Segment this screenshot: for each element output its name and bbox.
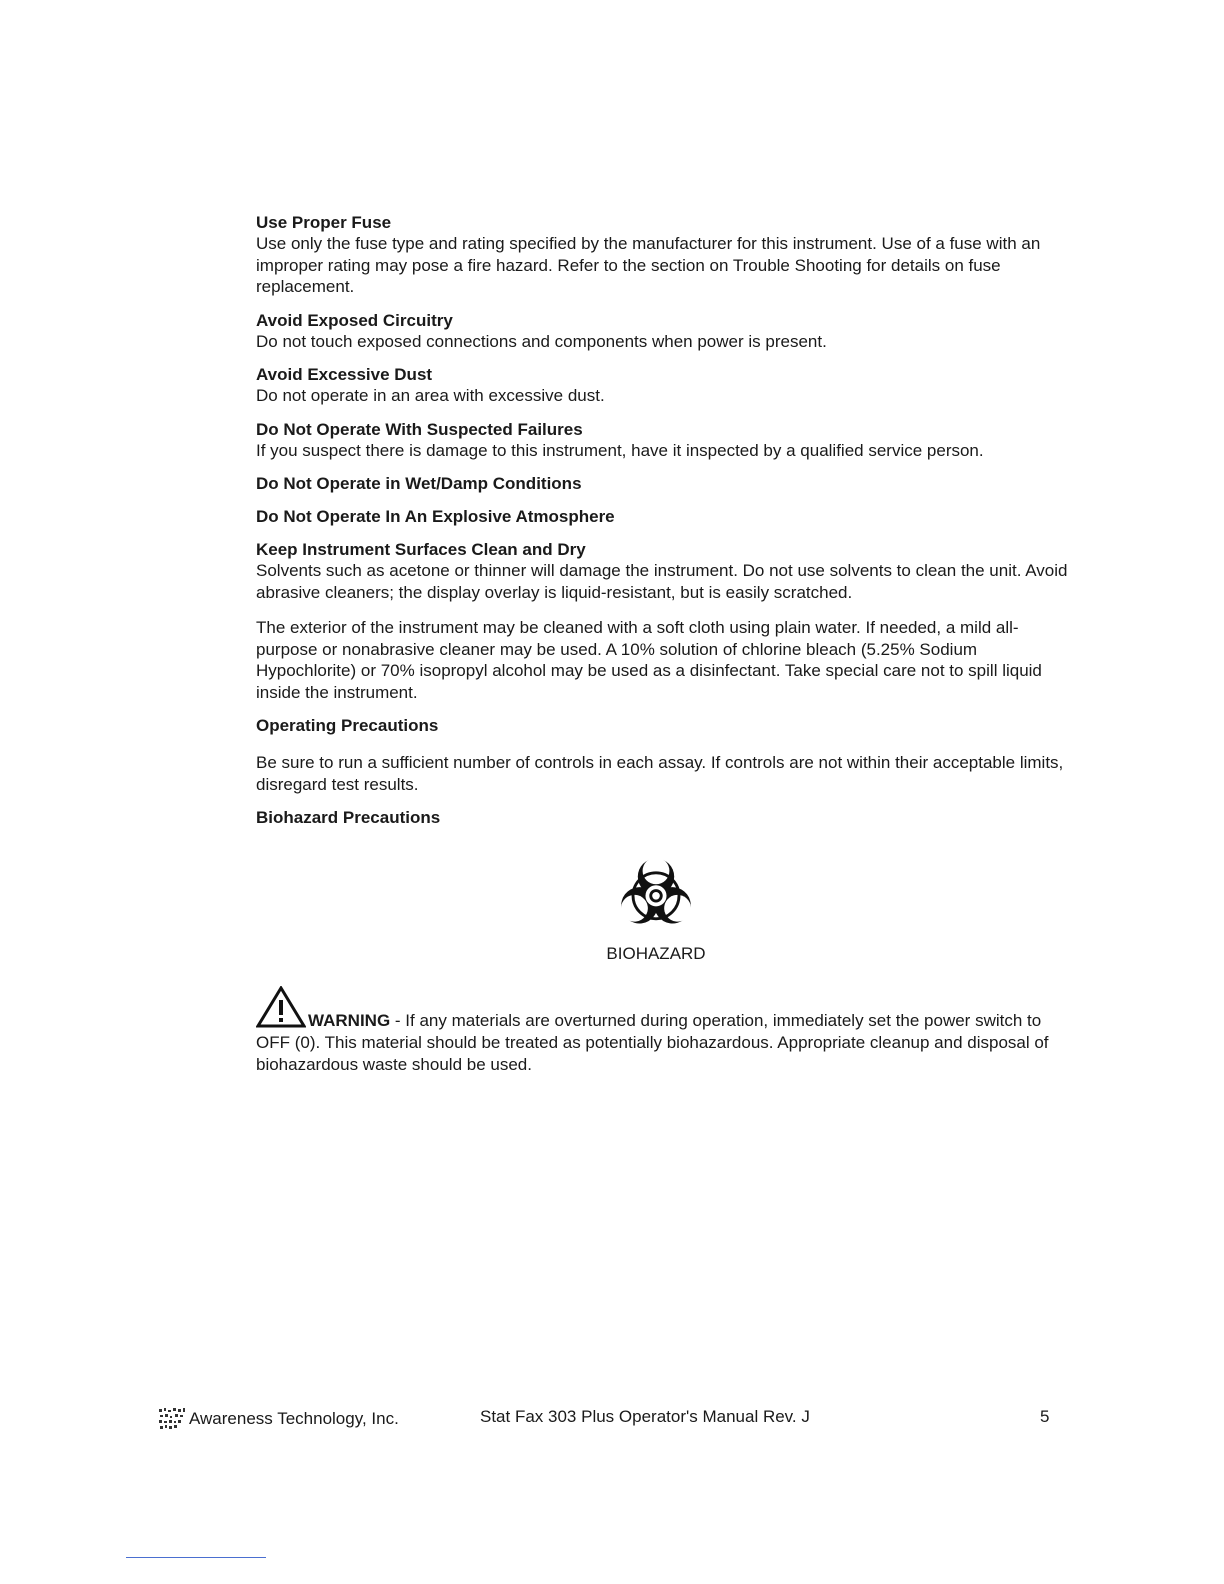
section-heading: Avoid Exposed Circuitry — [256, 310, 453, 330]
warning-text: - If any materials are overturned during operation, immediately set the power switch to OFF (0). This material should be treated as potentially biohazardous. Appropriate cleanup and disposal of biohazardous waste should be used. — [256, 1011, 1049, 1074]
section-paragraph: Do not touch exposed connections and components when power is present. — [256, 331, 827, 351]
footer-company-name: Awareness Technology, Inc. — [189, 1409, 399, 1428]
section-heading: Do Not Operate With Suspected Failures — [256, 419, 583, 439]
safety-section — [256, 212, 1076, 298]
safety-section — [256, 310, 1076, 353]
safety-section — [256, 539, 1076, 703]
footer-page-number: 5 — [1040, 1407, 1050, 1426]
safety-sections — [256, 212, 1076, 828]
footer-company — [158, 1407, 399, 1431]
section-paragraph: The exterior of the instrument may be cleaned with a soft cloth using plain water. If needed, a mild all-purpose or nonabrasive cleaner may be used. A 10% solution of chlorine bleach (5.25% Sodium Hypochlorite) or 70% isopropyl alcohol may be used as a disinfectant. Take special care not to spill liquid inside the instrument. — [256, 618, 1042, 702]
section-paragraph: Solvents such as acetone or thinner will damage the instrument. Do not use solvents to clean the unit. Avoid abrasive cleaners; the display overlay is liquid-resistant, but is easily scratched. — [256, 561, 1068, 602]
warning-notice — [256, 986, 1076, 1076]
section-heading: Avoid Excessive Dust — [256, 365, 433, 384]
section-paragraph: Be sure to run a sufficient number of controls in each assay. If controls are not within their acceptable limits, disregard test results. — [256, 753, 1064, 794]
section-spacer — [256, 736, 1076, 752]
section-paragraph: If you suspect there is damage to this instrument, have it inspected by a qualified service person. — [256, 440, 984, 460]
section-heading: Operating Precautions — [256, 716, 439, 735]
safety-section — [256, 419, 1076, 462]
section-paragraph: Use only the fuse type and rating specified by the manufacturer for this instrument. Use of a fuse with an improper rating may pose a fire hazard. Refer to the section on Trouble Shooting for details on fuse replacement. — [256, 234, 1041, 296]
safety-section — [256, 364, 1076, 407]
footer-manual-title: Stat Fax 303 Plus Operator's Manual Rev. J — [480, 1407, 810, 1426]
biohazard-label: BIOHAZARD — [606, 944, 706, 963]
warning-label: WARNING — [308, 1011, 391, 1030]
page-footer — [158, 1407, 1058, 1431]
biohazard-icon — [608, 846, 704, 936]
biohazard-block — [256, 846, 1056, 964]
warning-triangle-icon — [256, 986, 306, 1028]
section-heading: Do Not Operate In An Explosive Atmosphere — [256, 507, 615, 526]
safety-section — [256, 473, 1076, 494]
section-heading: Use Proper Fuse — [256, 213, 392, 232]
section-heading: Biohazard Precautions — [256, 808, 441, 827]
company-logo-icon — [158, 1407, 188, 1431]
section-heading: Do Not Operate in Wet/Damp Conditions — [256, 474, 582, 493]
manual-page-content — [256, 212, 1076, 1076]
section-paragraph: Do not operate in an area with excessive dust. — [256, 386, 605, 405]
safety-section — [256, 807, 1076, 828]
bottom-rule — [126, 1557, 266, 1558]
safety-section — [256, 506, 1076, 527]
safety-section — [256, 715, 1076, 795]
section-heading: Keep Instrument Surfaces Clean and Dry — [256, 540, 586, 559]
